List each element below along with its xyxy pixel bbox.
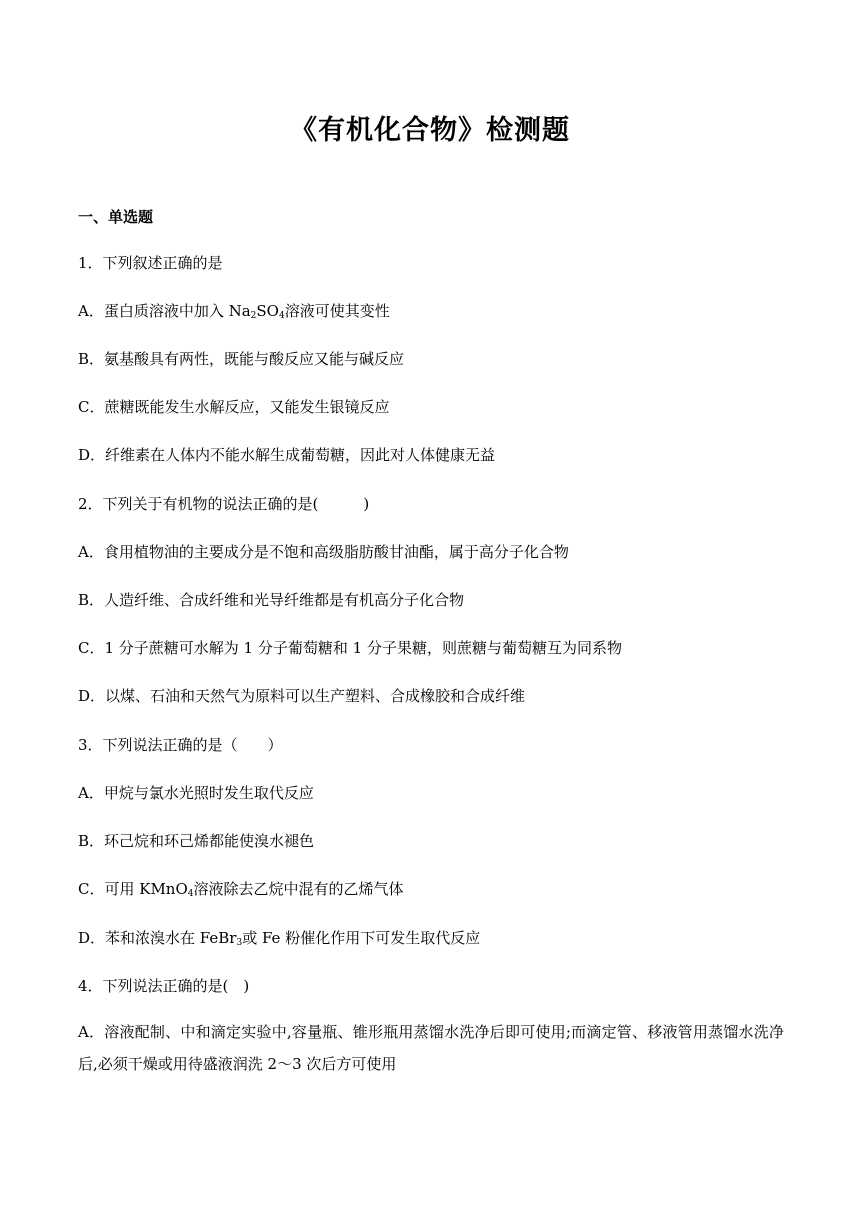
- page-title: 《有机化合物》检测题: [290, 115, 570, 146]
- section-heading: 一、单选题: [78, 208, 154, 226]
- question-1: 1．下列叙述正确的是: [78, 254, 223, 272]
- question-2-option-c: C．1 分子蔗糖可水解为 1 分子葡萄糖和 1 分子果糖，则蔗糖与葡萄糖互为同系物: [78, 639, 622, 657]
- question-1-option-b: B．氨基酸具有两性，既能与酸反应又能与碱反应: [78, 350, 405, 368]
- question-3-option-a: A．甲烷与氯水光照时发生取代反应: [78, 784, 314, 802]
- question-4-option-a: A．溶液配制、中和滴定实验中,容量瓶、锥形瓶用蒸馏水洗净后即可使用;而滴定管、移液管用蒸馏水洗净后,必须干燥或用待盛液润洗 2～3 次后方可使用: [78, 1023, 784, 1073]
- question-2: 2．下列关于有机物的说法正确的是( ): [78, 495, 370, 513]
- question-3: 3．下列说法正确的是（ ）: [78, 736, 283, 754]
- question-1-option-d: D．纤维素在人体内不能水解生成葡萄糖，因此对人体健康无益: [78, 446, 496, 464]
- question-1-option-a: A．蛋白质溶液中加入 $Na_2SO_4$溶液可使其变性: [78, 302, 390, 321]
- question-3-option-c: C．可用 KMnO$_4$溶液除去乙烷中混有的乙烯气体: [78, 880, 404, 899]
- question-2-option-b: B．人造纤维、合成纤维和光导纤维都是有机高分子化合物: [78, 591, 465, 609]
- question-1-option-c: C．蔗糖既能发生水解反应，又能发生银镜反应: [78, 398, 390, 416]
- question-3-option-b: B．环己烷和环己烯都能使溴水褪色: [78, 832, 315, 850]
- question-2-option-d: D．以煤、石油和天然气为原料可以生产塑料、合成橡胶和合成纤维: [78, 687, 526, 705]
- question-4: 4．下列说法正确的是( ): [78, 977, 250, 995]
- question-2-option-a: A．食用植物油的主要成分是不饱和高级脂肪酸甘油酯，属于高分子化合物: [78, 543, 569, 561]
- question-3-option-d: D．苯和浓溴水在 FeBr$_3$或 Fe 粉催化作用下可发生取代反应: [78, 929, 481, 948]
